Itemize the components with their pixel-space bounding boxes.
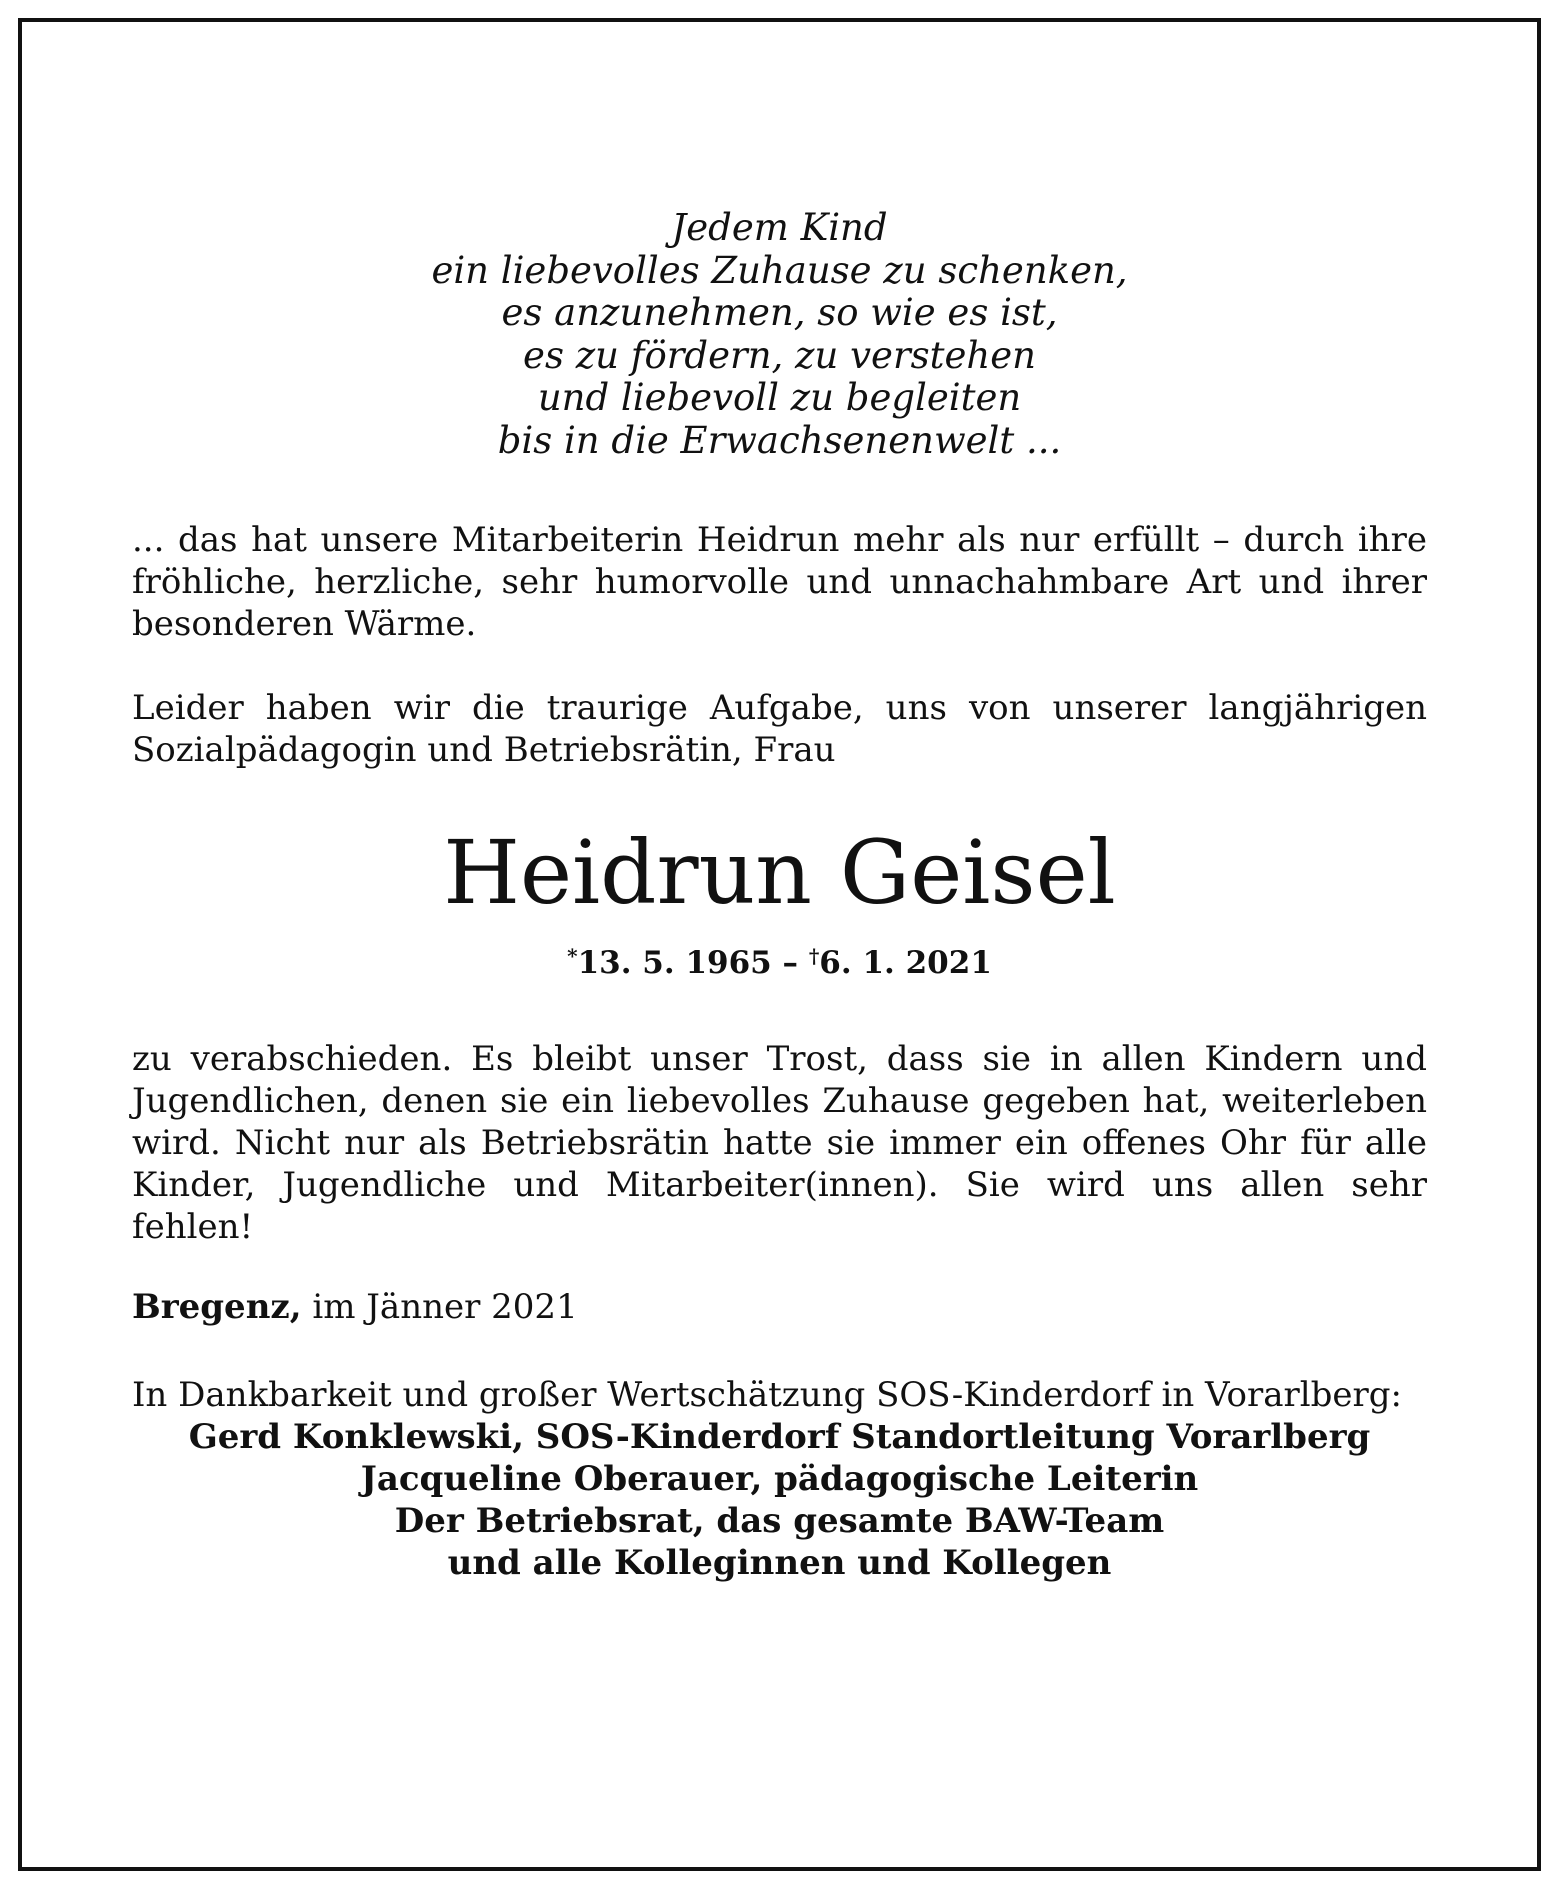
signer-line: und alle Kolleginnen und Kollegen [447, 1543, 1112, 1583]
signer-line: Gerd Konklewski, SOS-Kinderdorf Standortleitung Vorarlberg [188, 1417, 1371, 1457]
intro-paragraph: ... das hat unsere Mitarbeiterin Heidrun mehr als nur erfüllt – durch ihre fröhliche, herzliche, sehr humorvolle und unnachahmbare Art und ihrer besonderen Wärme. [132, 520, 1427, 644]
poem-line: bis in die Erwachsenenwelt ... [497, 418, 1062, 462]
memorial-paragraph: zu verabschieden. Es bleibt unser Trost, dass sie in allen Kindern und Jugendlichen, denen sie ein liebevolles Zuhause gegeben hat, weiterleben wird. Nicht nur als Betriebsrätin hatte sie immer ein offenes Ohr für alle Kinder, Jugendliche und Mitarbeiter(innen). Sie wird uns allen sehr fehlen! [132, 1039, 1427, 1247]
poem-line: es anzunehmen, so wie es ist, [501, 291, 1058, 334]
birth-date: 13. 5. 1965 [577, 945, 772, 981]
place-city: Bregenz, [132, 1287, 302, 1327]
birth-symbol: * [567, 944, 578, 968]
signers [132, 1416, 1427, 1584]
poem-line: es zu fördern, zu verstehen [523, 333, 1036, 377]
poem-line: und liebevoll zu begleiten [537, 376, 1022, 419]
signer-line: Jacqueline Oberauer, pädagogische Leiterin [360, 1459, 1199, 1499]
obituary-content [132, 207, 1427, 1584]
poem-line: ein liebevolles Zuhause zu schenken, [431, 248, 1128, 292]
place-date [132, 1286, 1427, 1328]
deceased-name: Heidrun Geisel [443, 821, 1116, 924]
place-date-text: im Jänner 2021 [301, 1287, 578, 1327]
poem-line: Jedem Kind [671, 206, 888, 249]
date-separator: – [771, 945, 809, 981]
thanks-line: In Dankbarkeit und großer Wertschätzung SOS-Kinderdorf in Vorarlberg: [132, 1375, 1402, 1415]
death-date: 6. 1. 2021 [819, 945, 992, 981]
death-symbol: † [808, 944, 820, 968]
farewell-paragraph: Leider haben wir die traurige Aufgabe, uns von unserer langjährigen Sozialpädagogin und Betriebsrätin, Frau [132, 688, 1427, 770]
poem [132, 207, 1427, 462]
life-dates [132, 943, 1427, 983]
obituary-frame [18, 18, 1541, 1871]
signer-line: Der Betriebsrat, das gesamte BAW-Team [394, 1501, 1165, 1541]
